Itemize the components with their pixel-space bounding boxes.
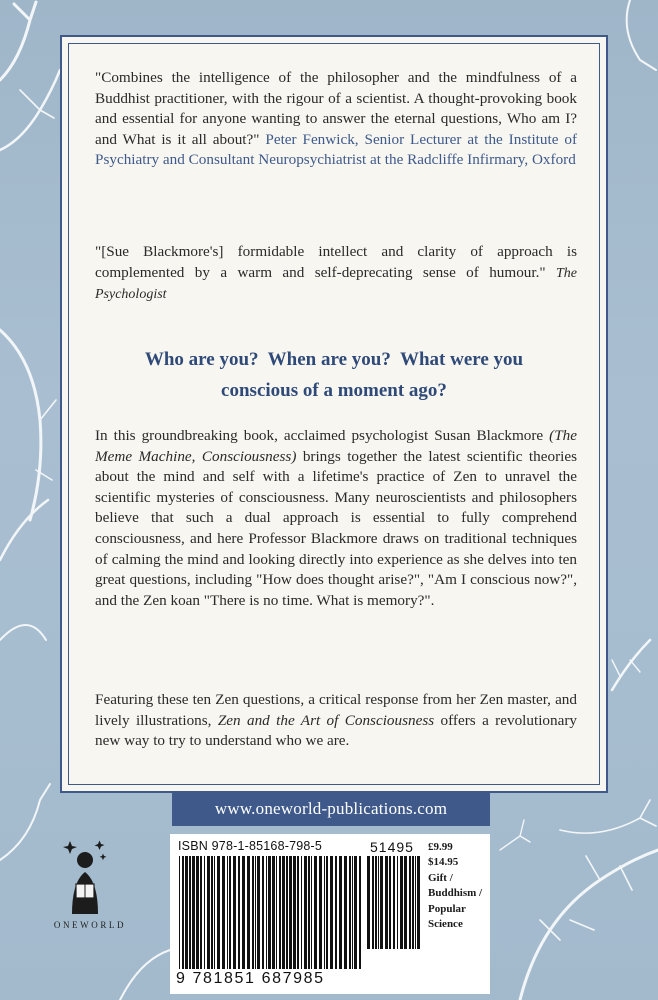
barcode-main-bars [178, 856, 364, 969]
category-line: Popular [428, 902, 466, 915]
barcode-number: 9 781851 687985 [176, 970, 325, 987]
barcode-bar [297, 856, 299, 969]
price-usd: $14.95 [428, 856, 459, 869]
barcode-bar [304, 856, 307, 969]
barcode-bar [319, 856, 322, 969]
barcode-addon-number: 51495 [370, 839, 414, 855]
barcode-bar [409, 856, 411, 949]
barcode-bar [266, 856, 267, 969]
description-1-start: In this groundbreaking book, acclaimed psychologist Susan Blackmore [95, 427, 550, 444]
barcode-bar [385, 856, 388, 949]
barcode-bar [311, 856, 312, 969]
barcode-bar [252, 856, 254, 969]
barcode-bar [242, 856, 245, 969]
barcode-bar [276, 856, 277, 969]
barcode-bar [272, 856, 275, 969]
barcode-bar [367, 856, 370, 949]
category-line: Buddhism / [428, 887, 483, 900]
quote-psychologist [95, 242, 577, 306]
isbn-text: ISBN 978-1-85168-798-5 [178, 839, 323, 853]
text-panel [60, 35, 608, 793]
barcode-bar [189, 856, 191, 969]
quote-psychologist-attribution: The Psychologist [95, 265, 577, 303]
barcode-label [170, 834, 490, 994]
barcode-bar [204, 856, 205, 969]
price-block [428, 840, 482, 932]
barcode-bar [393, 856, 395, 949]
barcode-bar [192, 856, 195, 969]
quote-fenwick-text: "Combines the intelligence of the philosopher and the mindfulness of a Buddhist practitioner, with the rigour of a scientist. A thought-provoking book and essential for anyone wanting to answer the eternal questions, Who am I? and What is it all about?" [95, 69, 577, 148]
barcode-bar [214, 856, 215, 969]
category-line: Science [428, 918, 463, 931]
quote-fenwick-attribution: Peter Fenwick, Senior Lecturer at the Institute of Psychiatry and Consultant Neuropsychiatrist at the Radcliffe Infirmary, Oxford [95, 130, 578, 169]
barcode-addon-bars [366, 856, 424, 949]
category-line: Gift / [428, 871, 453, 884]
quote-fenwick [95, 68, 577, 171]
description-1-italic: (The Meme Machine, Consciousness) [95, 427, 577, 465]
barcode-bar [200, 856, 202, 969]
barcode-bar [324, 856, 325, 969]
barcode-bar [222, 856, 225, 969]
barcode-bar [279, 856, 281, 969]
description-2-start: Featuring these ten Zen questions, a critical response from her Zen master, and lively illustrations, [95, 691, 577, 729]
barcode-bar [339, 856, 342, 969]
barcode-bar [262, 856, 264, 969]
barcode-bar [229, 856, 231, 969]
barcode-bar [415, 856, 416, 949]
barcode-bar [301, 856, 302, 969]
barcode-bar [308, 856, 310, 969]
barcode-bar [282, 856, 285, 969]
barcode-bar [182, 856, 184, 969]
description-paragraph-2 [95, 690, 577, 752]
description-paragraph-1 [95, 426, 577, 611]
price-gbp: £9.99 [428, 841, 453, 853]
barcode-bar [412, 856, 414, 949]
publisher-website[interactable]: www.oneworld-publications.com [172, 792, 490, 826]
barcode-bar [238, 856, 240, 969]
barcode-bar [404, 856, 407, 949]
barcode-bar [185, 856, 188, 969]
barcode-bar [326, 856, 328, 969]
barcode-bar [314, 856, 317, 969]
headline-line-2: conscious of a moment ago? [221, 380, 447, 401]
barcode-bar [211, 856, 213, 969]
barcode-bar [359, 856, 361, 969]
barcode-bar [375, 856, 377, 949]
publisher-logo-text: ONEWORLD [53, 920, 127, 930]
barcode-bar [217, 856, 220, 969]
barcode-bar [255, 856, 256, 969]
barcode-bar [268, 856, 271, 969]
barcode-bar [400, 856, 403, 949]
barcode-bar [233, 856, 236, 969]
barcode-bar [227, 856, 228, 969]
barcode-bar [352, 856, 353, 969]
description-2-italic: Zen and the Art of Consciousness [217, 711, 435, 729]
barcode-bar [289, 856, 292, 969]
headline [79, 344, 589, 406]
barcode-bar [378, 856, 379, 949]
barcode-bar [207, 856, 210, 969]
barcode-bar [330, 856, 333, 969]
barcode-bar [354, 856, 357, 969]
barcode-bar [380, 856, 383, 949]
barcode-bar [349, 856, 351, 969]
barcode-bar [293, 856, 296, 969]
headline-line-1: Who are you? When are you? What were you [144, 349, 524, 370]
barcode-bar [417, 856, 420, 949]
barcode-bar [286, 856, 288, 969]
panel-border [68, 43, 600, 785]
quote-psychologist-text: "[Sue Blackmore's] formidable intellect and clarity of approach is complemented by a warm and self-deprecating sense of humour." [95, 243, 577, 281]
description-2-end: offers a revolutionary new way to try to understand who we are. [95, 711, 577, 750]
barcode-bar [397, 856, 398, 949]
barcode-bar [389, 856, 391, 949]
barcode-bar [372, 856, 374, 949]
description-1-end: brings together the latest scientific theories about the mind and self with a lifetime's practice of Zen to unravel the scientific mysteries of consciousness. Many neuroscientists and philosophers believe that such a dual approach is essential to fully comprehend consciousness, and here Professor Blackmore draws on traditional techniques of calming the mind and looking directly into experience as she delves into ten great questions, including "How does thought arise?", "Am I conscious now?", and the Zen koan "There is no time. What is memory?". [95, 447, 578, 609]
barcode-bar [179, 856, 180, 969]
barcode-bar [257, 856, 260, 969]
barcode-bar [196, 856, 199, 969]
oneworld-reader-logo-icon [62, 838, 108, 918]
barcode-bar [344, 856, 347, 969]
barcode-bar [335, 856, 337, 969]
barcode-bar [247, 856, 250, 969]
